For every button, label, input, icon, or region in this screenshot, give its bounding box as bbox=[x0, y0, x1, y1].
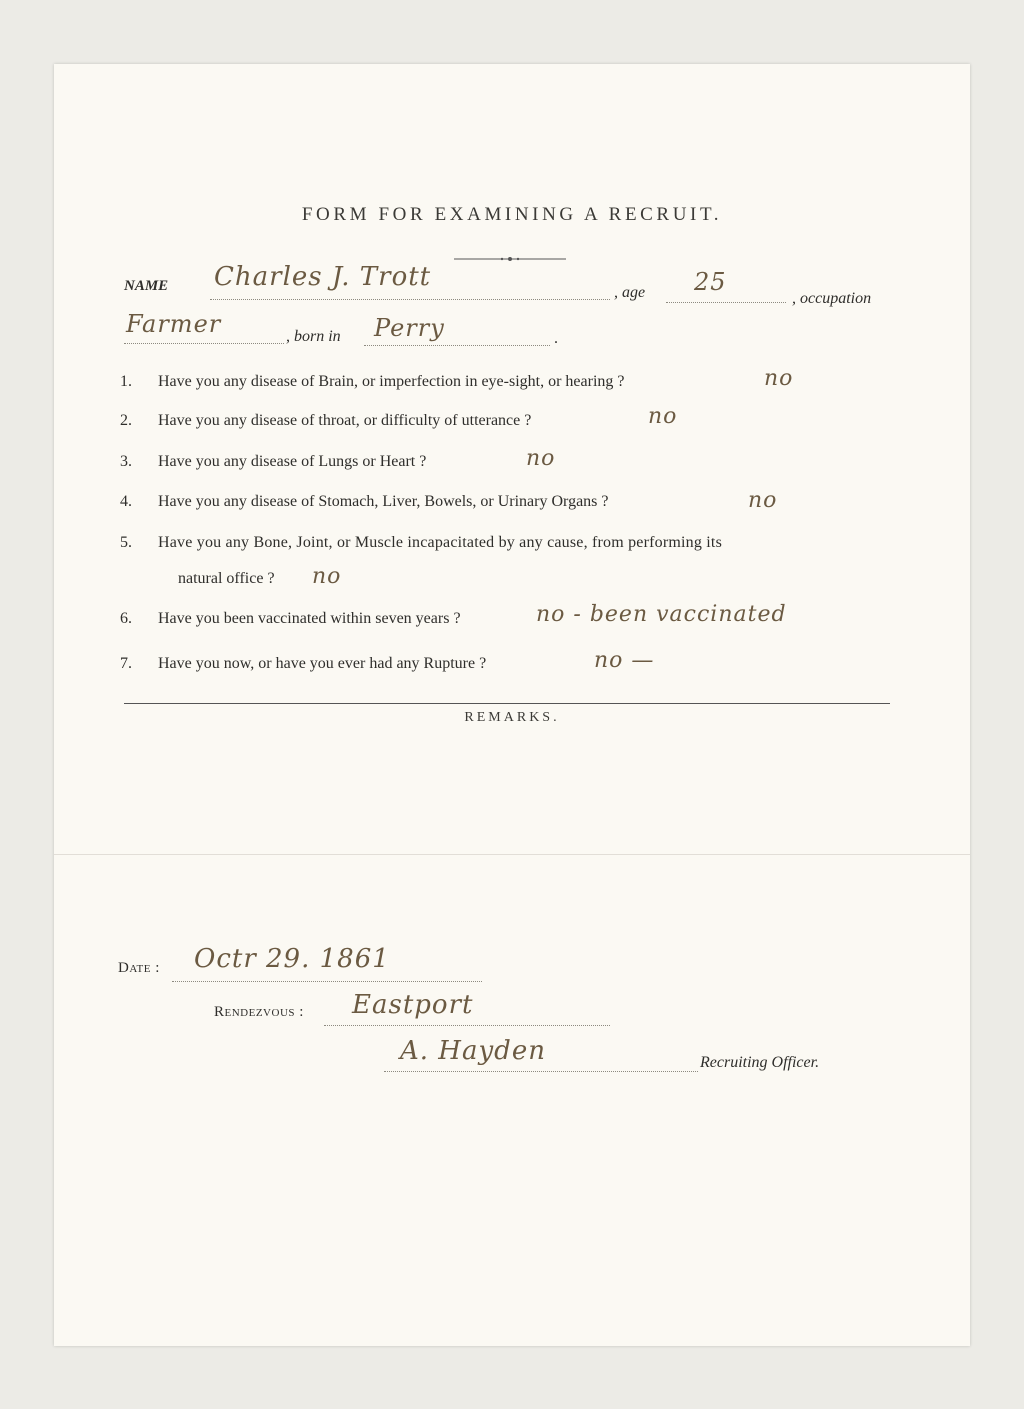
question-1-answer: no bbox=[764, 366, 794, 391]
question-5-number: 5. bbox=[120, 534, 132, 551]
remarks-divider bbox=[124, 703, 890, 704]
officer-signature: A. Hayden bbox=[400, 1036, 546, 1066]
age-value: 25 bbox=[694, 268, 727, 296]
fold-line bbox=[54, 854, 970, 855]
date-line bbox=[172, 981, 482, 982]
occupation-label: , occupation bbox=[792, 290, 872, 307]
age-line bbox=[666, 302, 786, 303]
question-5-answer: no bbox=[312, 564, 342, 589]
date-label: Date : bbox=[118, 960, 160, 976]
rendezvous-label: Rendezvous : bbox=[214, 1004, 304, 1020]
question-7-answer: no — bbox=[594, 648, 655, 673]
question-4-answer: no bbox=[748, 488, 778, 513]
name-label: NAME bbox=[124, 278, 169, 294]
officer-line bbox=[384, 1071, 698, 1072]
rendezvous-line bbox=[324, 1025, 610, 1026]
question-3-number: 3. bbox=[120, 453, 132, 470]
born-end: . bbox=[554, 330, 558, 347]
question-1-text: Have you any disease of Brain, or imperfection in eye-sight, or hearing ? bbox=[158, 373, 625, 390]
question-7-number: 7. bbox=[120, 655, 132, 672]
question-2-answer: no bbox=[648, 404, 678, 429]
form-title: FORM FOR EXAMINING A RECRUIT. bbox=[301, 204, 723, 225]
born-line bbox=[364, 345, 550, 346]
question-5-text: Have you any Bone, Joint, or Muscle incapacitated by any cause, from performing its bbox=[158, 534, 722, 551]
question-6-answer: no - been vaccinated bbox=[536, 602, 787, 627]
question-6-text: Have you been vaccinated within seven years ? bbox=[158, 610, 461, 627]
title-ornament bbox=[454, 256, 566, 262]
occupation-line bbox=[124, 343, 284, 344]
born-label: , born in bbox=[286, 328, 341, 345]
form-paper bbox=[54, 64, 970, 1346]
rendezvous-value: Eastport bbox=[352, 990, 474, 1020]
question-5-text-continued: natural office ? bbox=[178, 570, 275, 587]
name-value: Charles J. Trott bbox=[214, 262, 432, 292]
question-6-number: 6. bbox=[120, 610, 132, 627]
question-2-text: Have you any disease of throat, or difficulty of utterance ? bbox=[158, 412, 532, 429]
question-7-text: Have you now, or have you ever had any Rupture ? bbox=[158, 655, 487, 672]
name-line bbox=[210, 299, 610, 300]
question-2-number: 2. bbox=[120, 412, 132, 429]
question-3-answer: no bbox=[526, 446, 556, 471]
question-4-number: 4. bbox=[120, 493, 132, 510]
question-1-number: 1. bbox=[120, 373, 132, 390]
age-label: , age bbox=[614, 284, 646, 301]
occupation-value: Farmer bbox=[126, 310, 222, 338]
date-value: Octr 29. 1861 bbox=[194, 944, 390, 974]
officer-label: Recruiting Officer. bbox=[700, 1054, 820, 1071]
born-value: Perry bbox=[374, 314, 445, 342]
question-4-text: Have you any disease of Stomach, Liver, Bowels, or Urinary Organs ? bbox=[158, 493, 609, 510]
question-3-text: Have you any disease of Lungs or Heart ? bbox=[158, 453, 427, 470]
remarks-heading: REMARKS. bbox=[464, 710, 560, 725]
